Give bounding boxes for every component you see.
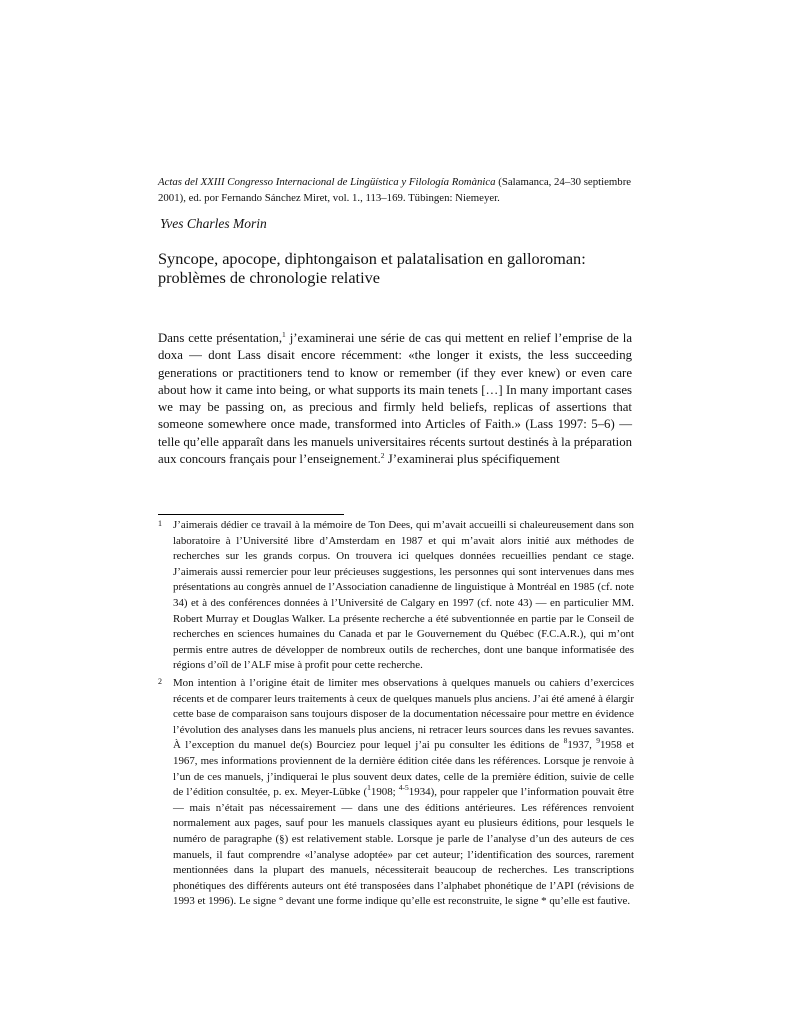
footnote-separator bbox=[158, 514, 344, 515]
article-title bbox=[158, 249, 638, 287]
footnote-2 bbox=[158, 676, 634, 910]
footnote-number: 2 bbox=[158, 677, 162, 686]
body-text-3: J’examinerai plus spécifiquement bbox=[384, 452, 560, 467]
body-text-2: j’examinerai une série de cas qui mettent en relief l’emprise de la doxa — dont Lass disait encore récemment: «the longer it exists, the less succeeding generations or practitioners tend to know or remember (if they ever knew) or even care about how it came into being, or what supports its main tenets […] In many important cases we may be passing on, as precious and firmly held beliefs, replicas of assertions that someone somewhere once made, transformed into Articles of Faith.» (Lass 1997: 5–6) — telle qu’elle apparaît dans les manuels universitaires récents surtout destinés à la préparation aux concours français pour l’enseignement. bbox=[158, 331, 633, 467]
article-title-line-2: problèmes de chronologie relative bbox=[158, 268, 380, 287]
proceedings-title: Actas del XXIII Congresso Internacional de Lingüística y Filología Romànica bbox=[158, 176, 496, 188]
footnote-text-seg: 1958 et 1967, mes informations proviennent de la dernière édition citée dans les références. Lorsque je renvoie à l’un de ces manuels, j’indiquerai le plus souvent deux dates, celle de la première édition, suivie de celle de l’édition consultée, p. ex. Meyer-Lübke ( bbox=[173, 739, 634, 799]
footnote-ref-2[interactable]: 2 bbox=[380, 451, 385, 461]
footnote-text bbox=[173, 676, 634, 910]
footnote-1 bbox=[158, 518, 634, 674]
edition-sup: 4-5 bbox=[398, 783, 409, 793]
body-paragraph bbox=[158, 330, 632, 468]
citation bbox=[158, 175, 634, 206]
citation-details: (Salamanca, 24–30 septiembre 2001), ed. por Fernando Sánchez Miret, vol. 1., 113–169. Tübingen: Niemeyer. bbox=[158, 176, 632, 204]
footnote-text-seg: Mon intention à l’origine était de limiter mes observations à quelques manuels ou cahiers d’exercices récents et de comparer leurs traitements à ceux de quelques manuels plus anciens. J’ai été amené à élargir cette base de comparaison sans toujours disposer de la documentation nécessaire pour mettre en évidence l’évolution des analyses dans les manuels plus anciens, ni retracer leurs sources dans les revues savantes. À l’exception du manuel de(s) Bourciez pour lequel j’ai pu consulter les éditions de bbox=[173, 677, 634, 752]
edition-sup: 9 bbox=[596, 736, 600, 746]
edition-sup: 1 bbox=[367, 783, 371, 793]
footnote-text-seg: 1908; bbox=[370, 786, 399, 799]
edition-sup: 8 bbox=[563, 736, 568, 746]
footnote-text: J’aimerais dédier ce travail à la mémoire de Ton Dees, qui m’avait accueilli si chaleureusement dans son laboratoire à l’Université libre d’Amsterdam en 1987 et qui m’avait alors initié aux méthodes de recherches sur les grands corpus. On trouvera ici quelques données recueillies pendant ce stage. J’aimerais aussi remercier pour leur précieuses suggestions, les personnes qui sont intervenues dans mes présentations au congrès annuel de l’Association canadienne de linguistique à Montréal en 1985 (cf. note 34) et à des conférences données à l’Université de Calgary en 1997 (cf. note 43) — en particulier MM. Robert Murray et Douglas Walker. La présente recherche a été subventionnée en partie par le Conseil de recherches en sciences humaines du Canada et par le Gouvernement du Québec (F.C.A.R.), qui m’ont permis entre autres de développer de nombreux outils de recherches, dont une banque informatisée des régions d’oïl de l’ALF mise à profit pour cette recherche. bbox=[173, 519, 634, 672]
author-name: Yves Charles Morin bbox=[160, 216, 267, 231]
article-title-line-1: Syncope, apocope, diphtongaison et palatalisation en galloroman: bbox=[158, 249, 586, 268]
body-text-1: Dans cette présentation, bbox=[158, 331, 283, 345]
footnote-ref-1[interactable]: 1 bbox=[282, 330, 286, 339]
footnote-text-seg: 1934), pour rappeler que l’information pouvait être — mais n’était pas nécessairement — dans une des éditions antérieures. Les références renvoient normalement aux pages, sauf pour les manuels classiques ayant eu plusieurs éditions, pour lesquels le numéro de paragraphe (§) est relativement stable. Lorsque je parle de l’analyse d’un des auteurs de ces manuels, il faut comprendre «l’analyse adoptée» par cet auteur; l’identification des sources, rarement mentionnées dans la plupart des manuels, nécessiterait beaucoup de recherches. Les transcriptions phonétiques des différents auteurs ont été transposées dans l’alphabet phonétique de l’API (révisions de 1993 et 1996). Le signe ° devant une forme indique qu’elle est reconstruite, le signe * qu’elle est fautive. bbox=[173, 786, 634, 908]
footnote-text-seg: 1937, bbox=[567, 739, 597, 752]
footnote-number: 1 bbox=[158, 519, 162, 528]
